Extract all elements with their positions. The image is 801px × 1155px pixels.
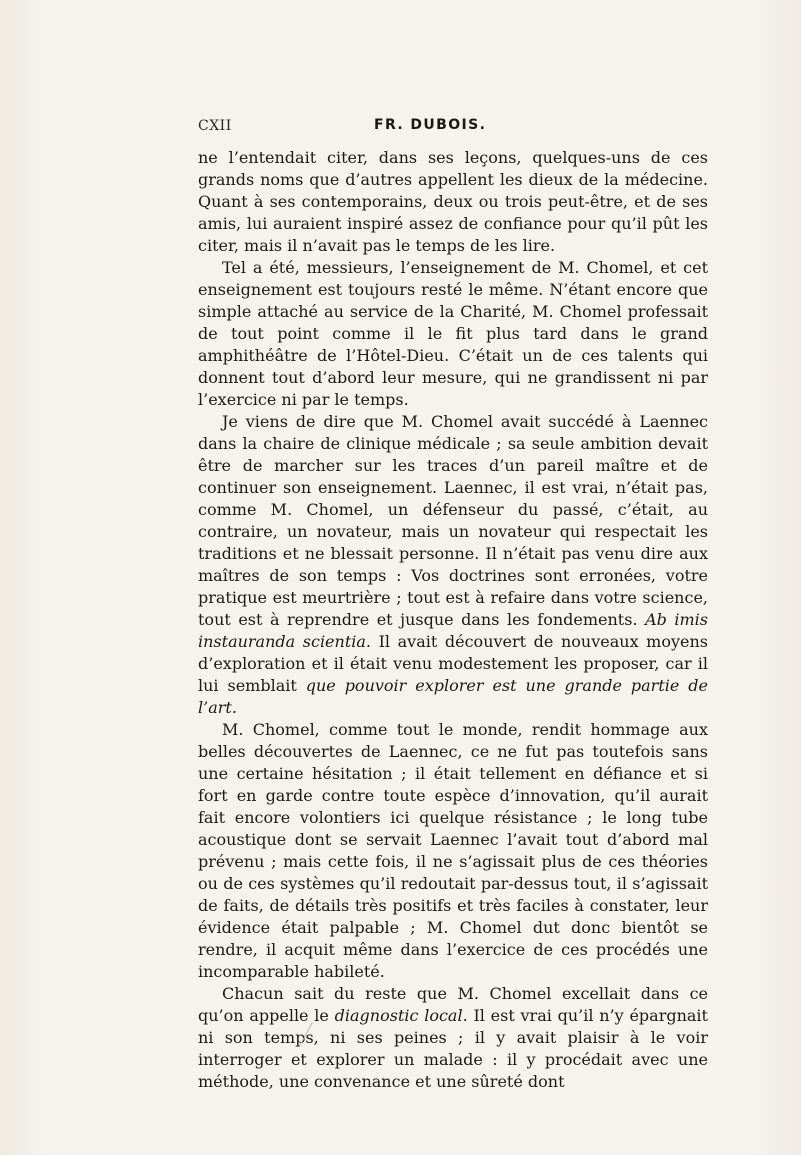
paragraph-3-italic-phrase: que pouvoir explorer est une grande partie de l’art. — [198, 676, 708, 717]
paragraph-4-text: M. Chomel, comme tout le monde, rendit hommage aux belles découvertes de Laennec, ce ne fut pas toutefois sans une certaine hésitation ; il était tellement en défiance et si fort en garde contre toute espèce d’innovation, qu’il aurait fait encore volontiers ici quelque résistance ; le long tube acoustique dont se servait Laennec l’avait tout d’abord mal prévenu ; mais cette fois, il ne s’agissait plus de ces théories ou de ces systèmes qu’il redoutait par-dessus tout, il s’agissait de faits, de détails très positifs et très faciles à constater, leur évidence était palpable ; M. Chomel dut donc bientôt se rendre, il acquit même dans l’exercice de ces procédés une incomparable habileté. — [198, 720, 708, 981]
paragraph-2-text: Tel a été, messieurs, l’enseignement de M. Chomel, et cet enseignement est toujours resté le même. N’étant encore que simple attaché au service de la Charité, M. Chomel professait de tout point comme il le fit plus tard dans le grand amphithéâtre de l’Hôtel-Dieu. C’était un de ces talents qui donnent tout d’abord leur mesure, qui ne grandissent ni par l’exercice ni par le temps. — [198, 258, 708, 409]
body-text — [198, 147, 708, 1093]
paragraph-2 — [198, 257, 708, 411]
paragraph-5-italic-term: diagnostic local. — [334, 1006, 468, 1025]
paragraph-3-text-before-italic: Je viens de dire que M. Chomel avait succédé à Laennec dans la chaire de clinique médicale ; sa seule ambition devait être de marcher sur les traces d’un pareil maître et de continuer son enseignement. Laennec, il est vrai, n’était pas, comme M. Chomel, un défenseur du passé, c’était, au contraire, un novateur, mais un novateur qui respectait les traditions et ne blessait personne. Il n’était pas venu dire aux maîtres de son temps : Vos doctrines sont erronées, votre pratique est meurtrière ; tout est à refaire dans votre science, tout est à reprendre et jusque dans les fondements. — [198, 412, 708, 629]
page-header — [198, 118, 698, 140]
paragraph-1 — [198, 147, 708, 257]
paragraph-1-text: ne l’entendait citer, dans ses leçons, quelques-uns de ces grands noms que d’autres appellent les dieux de la médecine. Quant à ses contemporains, deux ou trois peut-être, et de ses amis, lui auraient inspiré assez de confiance pour qu’il pût les citer, mais il n’avait pas le temps de les lire. — [198, 148, 708, 255]
paragraph-3 — [198, 411, 708, 719]
paragraph-3-text-middle: Il avait découvert de nouveaux moyens d’exploration et il était venu modestement les proposer, car il lui semblait — [198, 632, 709, 695]
running-head: FR. DUBOIS. — [374, 117, 487, 133]
paragraph-5-text-after-italic: Il est vrai qu’il n’y épargnait ni son temps, ni ses peines ; il y avait plaisir à le voir interroger et explorer un malade : il y procédait avec une méthode, une convenance et une sûreté dont — [198, 1006, 708, 1091]
page-number: CXII — [198, 118, 232, 134]
paragraph-5 — [198, 983, 708, 1093]
paragraph-3-latin-quote: Ab imis instauranda scientia. — [198, 610, 709, 651]
paragraph-5-text-before-italic: Chacun sait du reste que M. Chomel excellait dans ce qu’on appelle le — [198, 984, 708, 1025]
paragraph-4 — [198, 719, 708, 983]
